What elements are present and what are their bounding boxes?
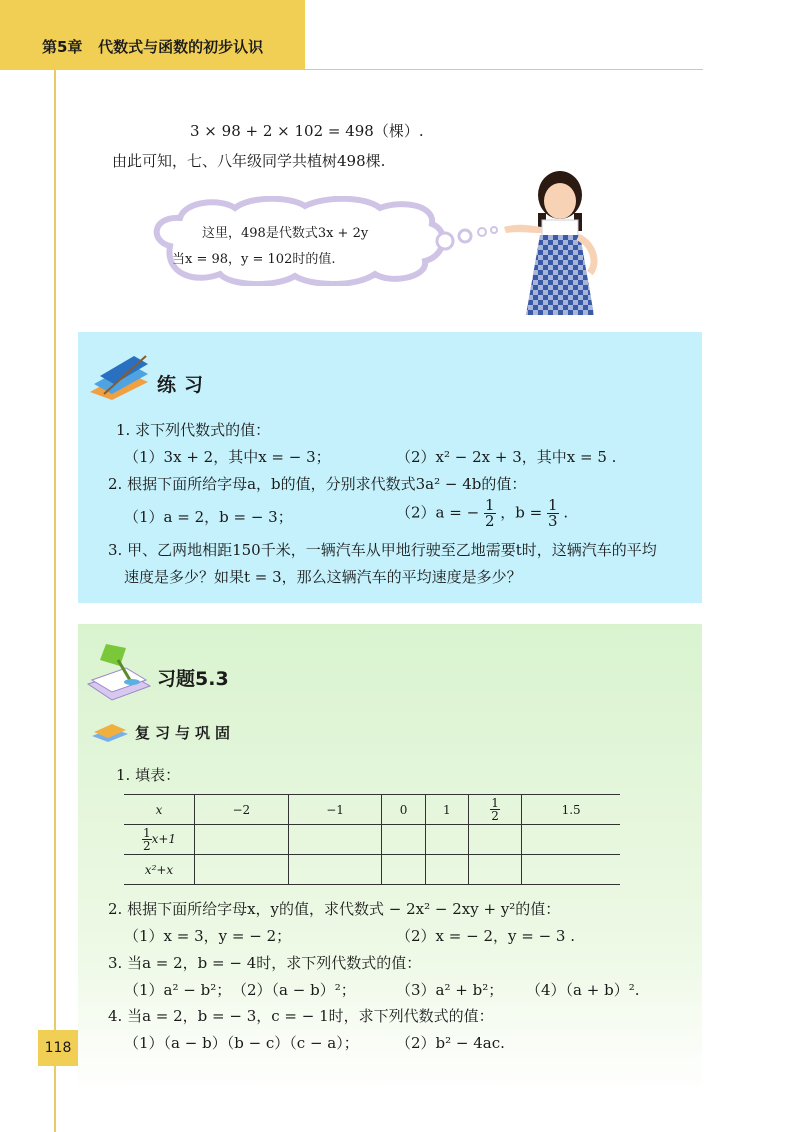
fraction-one-third: $\frac{1}{3}$ — [548, 496, 558, 530]
table-cell — [522, 855, 620, 885]
chapter-number: 第5章 — [42, 38, 83, 56]
exercise-q4: 4. 当a = 2，b = − 3，c = − 1时，求下列代数式的值： — [108, 1007, 494, 1025]
review-books-icon — [90, 722, 130, 744]
chapter-header-box — [0, 0, 305, 70]
table-header-x: x — [124, 795, 195, 825]
practice-q3-line2: 速度是多少？如果t = 3，那么这辆汽车的平均速度是多少？ — [124, 568, 522, 586]
table-cell: 1 — [425, 795, 468, 825]
table-cell — [425, 825, 468, 855]
table-row-label-2: x²+x — [124, 855, 195, 885]
table-row-label-1: $\frac{1}{2}$ x+1 — [124, 825, 195, 855]
table-cell — [288, 825, 382, 855]
table-cell — [468, 825, 521, 855]
page-number: 118 — [44, 1040, 72, 1056]
header-rule — [305, 69, 703, 70]
thought-cloud — [140, 196, 500, 286]
practice-q3-line1: 3. 甲、乙两地相距150千米，一辆汽车从甲地行驶至乙地需要t时，这辆汽车的平均 — [108, 541, 657, 559]
q2b-mid: ，b = — [500, 503, 543, 522]
exercise-q4-b: （2）b² − 4ac. — [396, 1034, 505, 1052]
exercise-q3-c: （3）a² + b²； — [396, 981, 504, 999]
table-row — [124, 825, 620, 855]
table-cell — [288, 855, 382, 885]
books-icon — [86, 352, 152, 400]
q2b-prefix: （2）a = − — [396, 503, 480, 522]
table-cell: −1 — [288, 795, 382, 825]
cloud-line-1: 这里，498是代数式3x + 2y — [202, 226, 369, 241]
table-cell — [522, 825, 620, 855]
table-cell-half: $\frac{1}{2}$ — [468, 795, 521, 825]
practice-title: 练习 — [157, 374, 212, 396]
exercise-q3-d: （4）（a + b）². — [526, 981, 640, 999]
exercise-q3-b: （2）（a − b）²； — [232, 981, 356, 999]
practice-q1-a: （1）3x + 2，其中x = − 3； — [124, 448, 331, 466]
exercise-q2-a: （1）x = 3，y = − 2； — [124, 927, 292, 945]
review-title: 复习与巩固 — [135, 724, 236, 742]
exercise-q2: 2. 根据下面所给字母x，y的值，求代数式 − 2x² − 2xy + y²的值： — [108, 900, 561, 918]
table-row — [124, 855, 620, 885]
exercise-q1: 1. 填表： — [116, 766, 181, 784]
table-cell — [382, 825, 425, 855]
exercise-q2-b: （2）x = − 2，y = − 3 . — [396, 927, 575, 945]
practice-q1: 1. 求下列代数式的值： — [116, 421, 271, 439]
table-cell — [195, 855, 289, 885]
chapter-title: 代数式与函数的初步认识 — [98, 38, 264, 56]
table-cell: −2 — [195, 795, 289, 825]
table-cell — [382, 855, 425, 885]
table-cell: 0 — [382, 795, 425, 825]
table-row — [124, 795, 620, 825]
margin-rule — [54, 70, 56, 1132]
fill-table — [124, 794, 620, 885]
practice-q2-b — [396, 498, 568, 529]
table-cell — [468, 855, 521, 885]
exercise-title: 习题5.3 — [157, 668, 229, 690]
table-cell — [195, 825, 289, 855]
cloud-line-2: 当x = 98，y = 102时的值. — [172, 252, 336, 267]
practice-q1-b: （2）x² − 2x + 3，其中x = 5 . — [396, 448, 617, 466]
fraction-one-half: $\frac{1}{2}$ — [484, 496, 495, 530]
table-cell — [425, 855, 468, 885]
exercise-q3: 3. 当a = 2，b = − 4时，求下列代数式的值： — [108, 954, 422, 972]
intro-conclusion: 由此可知，七、八年级同学共植树498棵. — [112, 152, 386, 170]
exercise-q4-a: （1）（a − b）（b − c）（c − a）； — [124, 1034, 359, 1052]
girl-illustration — [498, 165, 618, 325]
exercise-q3-a: （1）a² − b²； — [124, 981, 232, 999]
intro-equation: 3 × 98 + 2 × 102 = 498（棵）. — [190, 122, 424, 140]
table-cell: 1.5 — [522, 795, 620, 825]
practice-q2: 2. 根据下面所给字母a，b的值，分别求代数式3a² − 4b的值： — [108, 475, 527, 493]
q2b-end: . — [563, 503, 569, 522]
practice-q2-a: （1）a = 2，b = − 3； — [124, 508, 293, 526]
desk-lamp-icon — [86, 640, 152, 702]
chapter-header — [42, 36, 263, 57]
